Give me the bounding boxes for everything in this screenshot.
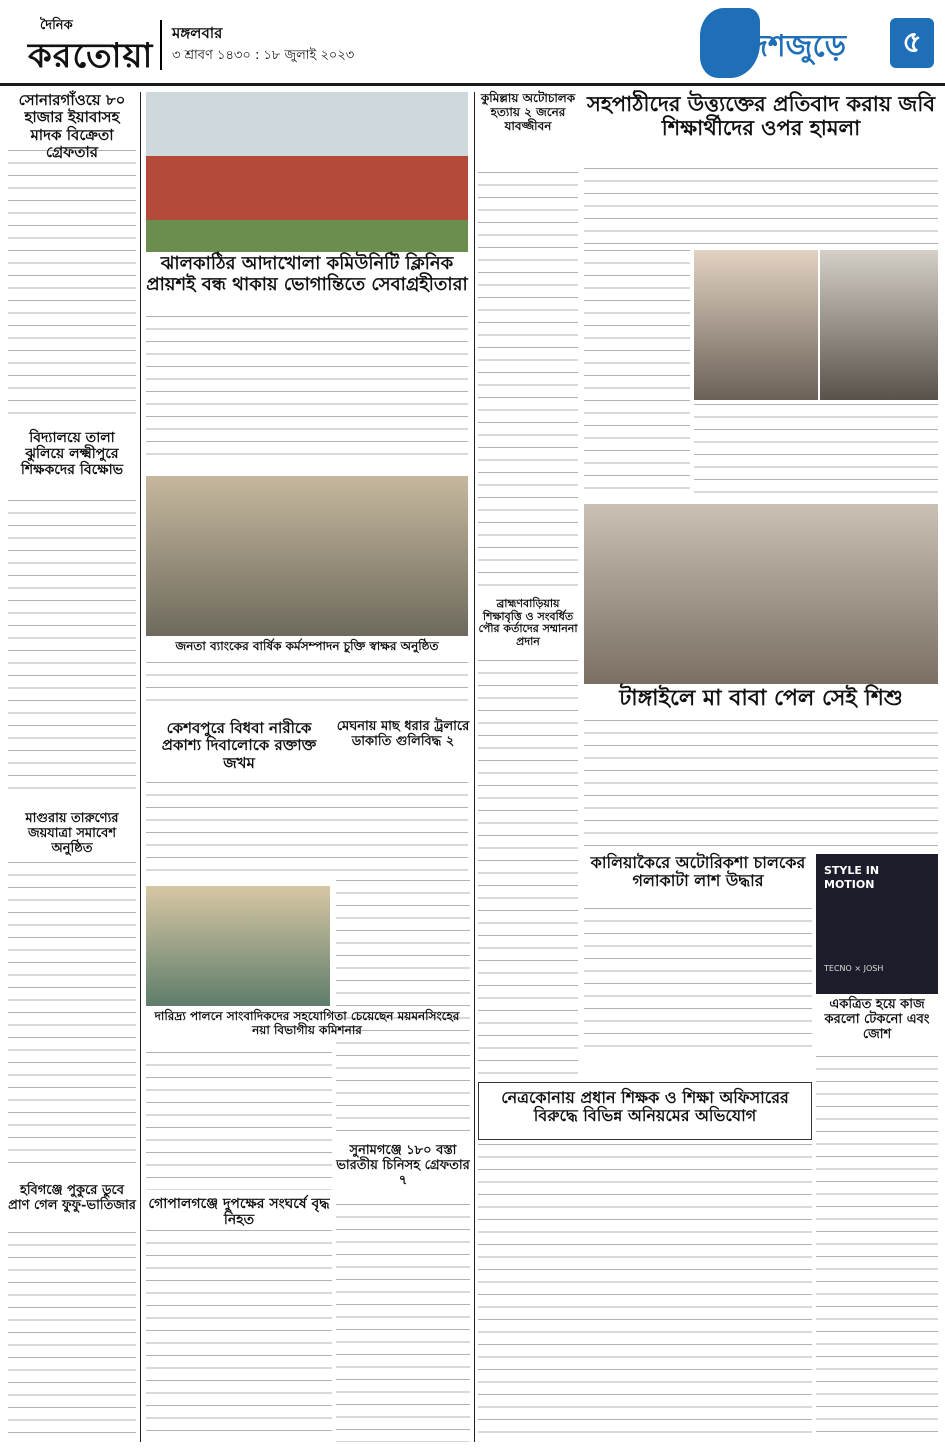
headline: গোপালগঞ্জে দুপক্ষের সংঘর্ষে বৃদ্ধ নিহত [148,1196,330,1229]
article-keshabpur [146,720,332,780]
clinic-photo [146,92,468,252]
page-number-badge: ৫ [890,18,934,68]
article-jhalakathi [146,254,468,310]
headline: দারিদ্র্য পালনে সাংবাদিকদের সহযোগিতা চেয়েছেন ময়মনসিংহের নয়া বিভাগীয় কমিশনার [154,1009,460,1037]
article-mymensingh [146,1010,468,1050]
article-sunamganj [336,1144,470,1200]
column-rule [474,92,475,1442]
masthead-divider [160,20,162,70]
headline: বিদ্যালয়ে তালা ঝুলিয়ে লক্ষ্মীপুরে শিক্ষকদের বিক্ষোভ [20,430,124,479]
headline: কুমিল্লায় অটোচালক হত্যায় ২ জনের যাবজ্জীবন [480,91,576,133]
article-body [478,1144,812,1442]
article-gopalganj [146,1196,332,1229]
headline: হবিগঞ্জে পুকুরে ডুবে প্রাণ গেল ফুফু-ভাতিজার [8,1183,136,1213]
headline: মাগুরায় তারুণ্যের জয়যাত্রা সমাবেশ অনুষ্ঠিত [25,811,119,856]
meeting-photo [146,886,330,1006]
article-meghna [336,720,470,780]
article-comilla [478,92,578,172]
issue-date: ৩ শ্রাবণ ১৪৩০ : ১৮ জুলাই ২০২৩ [172,48,355,63]
victim-photo-2 [820,250,938,400]
headline: সোনারগাঁওয়ে ৮০ হাজার ইয়াবাসহ মাদক বিক্রেতা গ্রেফতার [18,91,126,161]
article-body [146,662,468,712]
ad-line1: STYLE IN [824,864,880,877]
article-body [478,660,578,1080]
article-tecno [816,998,938,1054]
article-magura [8,812,136,862]
article-body [584,168,938,246]
article-body [336,1204,470,1442]
article-body [478,172,578,592]
article-body [584,250,690,500]
article-tangail [584,686,938,716]
headline: জনতা ব্যাংকের বার্ষিক কর্মসম্পাদন চুক্তি স্বাক্ষর অনুষ্ঠিত [175,639,439,653]
tangail-photo [584,504,938,684]
paper-logo: করতোয়া [28,36,154,76]
headline: ব্রাহ্মণবাড়িয়ায় শিক্ষাবৃত্তি ও সংবর্ধিত পৌর কর্তাদের সম্মাননা প্রদান [478,597,578,648]
section-title: দেশজুড়ে [740,29,846,64]
column-rule [140,92,141,1442]
article-body [8,1232,136,1442]
article-body [584,908,812,1048]
article-lakshmipur [8,430,136,500]
article-body [8,150,136,420]
janata-bank-photo [146,476,468,636]
issue-day: মঙ্গলবার [172,24,223,42]
headline: একত্রিত হয়ে কাজ করলো টেকনো এবং জোশ [824,997,930,1042]
article-body [146,1052,332,1190]
headline: কেশবপুরে বিধবা নারীকে প্রকাশ্য দিবালোকে রক্তাক্ত জখম [161,719,317,772]
headline: সুনামগঞ্জে ১৮০ বস্তা ভারতীয় চিনিসহ গ্রেফতার ৭ [336,1143,470,1188]
article-habiganj [8,1184,136,1234]
victim-photo-1 [694,250,818,400]
ad-brand: TECNO × JOSH [824,964,884,973]
tecno-ad [816,854,938,994]
article-netrakona [478,1082,812,1140]
headline: নেত্রকোনায় প্রধান শিক্ষক ও শিক্ষা অফিসারের বিরুদ্ধে বিভিন্ন অনিয়মের অভিযোগ [501,1088,789,1126]
headline: কালিয়াকৈরে অটোরিকশা চালকের গলাকাটা লাশ উদ্ধার [590,853,806,891]
paper-small-label: দৈনিক [40,18,73,33]
article-body [694,404,938,500]
headline: মেঘনায় মাছ ধরার ট্রলারে ডাকাতি গুলিবিদ্ধ ২ [336,719,470,749]
article-body [146,782,468,882]
masthead [0,0,945,86]
article-body [816,1056,938,1442]
headline: টাঙ্গাইলে মা বাবা পেল সেই শিশু [619,685,903,711]
headline: সহপাঠীদের উত্ত্যক্তের প্রতিবাদ করায় জবি শিক্ষার্থীদের ওপর হামলা [586,91,936,141]
article-brahmanbaria [478,598,578,658]
headline: ঝালকাঠির আদাখোলা কমিউনিটি ক্লিনিক প্রায়শই বন্ধ থাকায় ভোগান্তিতে সেবাগ্রহীতারা [146,253,468,295]
article-body [146,1230,332,1442]
article-kaliakair [584,854,812,906]
article-body [8,500,136,800]
article-body [146,316,468,466]
article-jabi [584,92,938,162]
ad-line2: MOTION [824,878,875,891]
article-janata [146,640,468,660]
article-body [584,720,938,848]
article-body [8,862,136,1172]
